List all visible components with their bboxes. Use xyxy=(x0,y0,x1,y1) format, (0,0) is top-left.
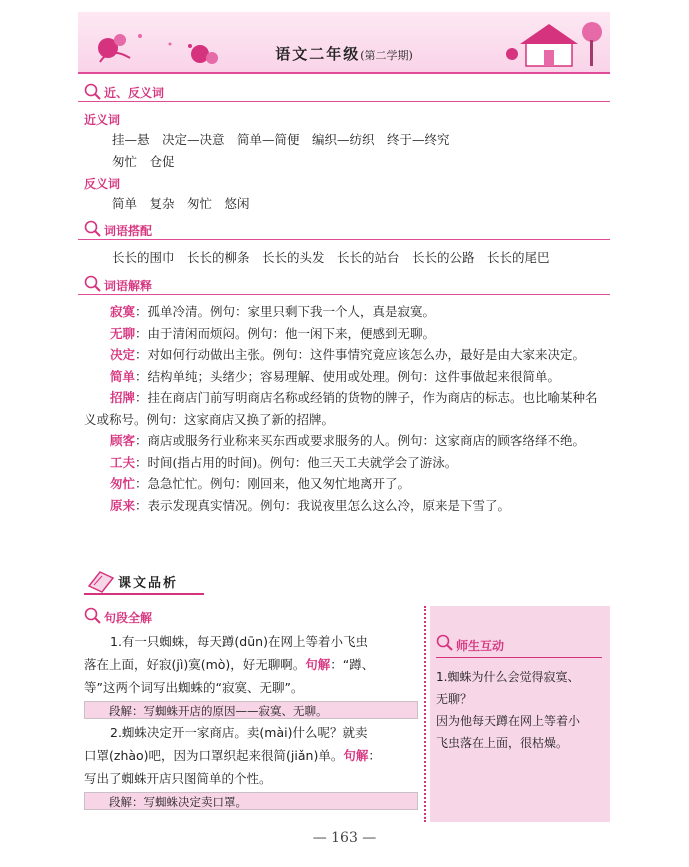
analysis-banner-title: 课文品析 xyxy=(118,576,179,591)
header-divider xyxy=(78,72,610,74)
glossary-word: 简单 xyxy=(110,368,136,384)
interaction-heading: 师生互动 xyxy=(456,639,505,653)
magnifier-icon xyxy=(84,275,102,293)
magnifier-icon xyxy=(84,220,102,238)
section-divider xyxy=(78,294,610,295)
passage-2-line-1: 2.蜘蛛决定开一家商店。卖(mài)什么呢？就卖 xyxy=(110,725,368,740)
glossary-item xyxy=(84,473,606,495)
glossary-item xyxy=(84,323,606,345)
passage-1 xyxy=(84,630,420,699)
question-line-2: 无聊？ xyxy=(436,692,473,706)
glossary-definition: ：时间(指占用的时间)。例句：他三天工夫就学会了游泳。 xyxy=(135,454,458,470)
collocation-text: 长长的围巾 长长的柳条 长长的头发 长长的站台 长长的公路 长长的尾巴 xyxy=(112,250,550,265)
synonyms-label: 近义词 xyxy=(84,113,121,127)
glossary-word: 决定 xyxy=(110,347,136,362)
passage-1-line-2: 落在上面，好寂(jì)寞(mò)，好无聊啊。句解：“蹲、 xyxy=(84,657,375,672)
glossary-item xyxy=(84,366,606,388)
answer-line-2: 飞虫落在上面，很枯燥。 xyxy=(436,736,569,750)
magnifier-icon xyxy=(84,83,102,101)
book-icon xyxy=(86,566,116,594)
passage-1-line-3: 等”这两个词写出蜘蛛的“寂寞、无聊”。 xyxy=(84,680,304,695)
section-heading-sentence-analysis: 句段全解 xyxy=(104,611,153,625)
antonyms-label: 反义词 xyxy=(84,177,121,191)
glossary-item xyxy=(84,344,606,366)
passage-1-line-1: 1.有一只蜘蛛，每天蹲(dūn)在网上等着小飞虫 xyxy=(110,634,368,649)
interaction-content xyxy=(436,666,606,754)
glossary-definition: ：商店或服务行业称来买东西或要求服务的人。例句：这家商店的顾客络绎不绝。 xyxy=(135,433,586,448)
glossary-item xyxy=(84,430,606,452)
glossary-list xyxy=(84,301,606,516)
glossary-definition: ：挂在商店门前写明商店名称或经销的货物的牌子，作为商店的标志。也比喻某种名义或称号。例句：这家商店又换了新的招牌。 xyxy=(84,390,598,427)
interaction-divider xyxy=(436,657,602,658)
glossary-word: 无聊 xyxy=(110,325,136,341)
section-divider xyxy=(78,239,610,240)
section-heading-collocation: 词语搭配 xyxy=(104,224,153,238)
answer-line-1: 因为他每天蹲在网上等着小 xyxy=(436,714,581,728)
section-heading-explanation: 词语解释 xyxy=(104,279,153,293)
page-title: 语文二年级(第二学期) xyxy=(275,45,413,63)
passage-2 xyxy=(84,721,420,790)
glossary-item xyxy=(84,452,606,474)
segment-note-1: 段解：写蜘蛛开店的原因——寂寞、无聊。 xyxy=(84,701,418,719)
magnifier-icon xyxy=(84,607,102,625)
glossary-item xyxy=(84,301,606,323)
page-number: — 163 — xyxy=(312,830,377,846)
glossary-word: 寂寞 xyxy=(110,304,136,319)
glossary-definition: ：孤单冷清。例句：家里只剩下我一个人，真是寂寞。 xyxy=(135,304,436,319)
glossary-item xyxy=(84,495,606,517)
synonyms-line-1: 挂—悬 决定—决意 简单—简便 编织—纺织 终于—终究 xyxy=(112,132,450,147)
glossary-definition: ：由于清闲而烦闷。例句：他一闲下来，便感到无聊。 xyxy=(135,325,436,341)
glossary-definition: ：急急忙忙。例句：刚回来，他又匆忙地离开了。 xyxy=(135,476,411,491)
glossary-word: 工夫 xyxy=(110,454,136,470)
glossary-word: 原来 xyxy=(110,497,136,513)
glossary-definition: ：对如何行动做出主张。例句：这件事情究竟应该怎么办，最好是由大家来决定。 xyxy=(135,347,586,362)
glossary-definition: ：表示发现真实情况。例句：我说夜里怎么这么冷，原来是下雪了。 xyxy=(135,497,511,513)
section-heading-synonyms: 近、反义词 xyxy=(104,86,165,100)
passage-2-line-3: 写出了蜘蛛开店只图简单的个性。 xyxy=(84,771,272,786)
magnifier-icon xyxy=(436,634,454,652)
question-line-1: 1.蜘蛛为什么会觉得寂寞、 xyxy=(436,670,580,684)
section-divider xyxy=(78,101,610,102)
synonyms-line-2: 匆忙 仓促 xyxy=(112,154,175,169)
glossary-item xyxy=(84,387,606,430)
banner-underline xyxy=(84,593,204,595)
column-divider xyxy=(424,606,426,822)
glossary-word: 顾客 xyxy=(110,433,136,448)
glossary-word: 匆忙 xyxy=(110,476,136,491)
glossary-definition: ：结构单纯；头绪少；容易理解、使用或处理。例句：这件事做起来很简单。 xyxy=(135,368,561,384)
antonyms-line-1: 简单 复杂 匆忙 悠闲 xyxy=(112,196,250,211)
segment-note-2: 段解：写蜘蛛决定卖口罩。 xyxy=(84,792,418,810)
page-subtitle: (第二学期) xyxy=(360,49,413,62)
glossary-word: 招牌 xyxy=(110,390,136,405)
passage-2-line-2: 口罩(zhào)吧，因为口罩织起来很简(jiǎn)单。句解： xyxy=(84,748,381,763)
